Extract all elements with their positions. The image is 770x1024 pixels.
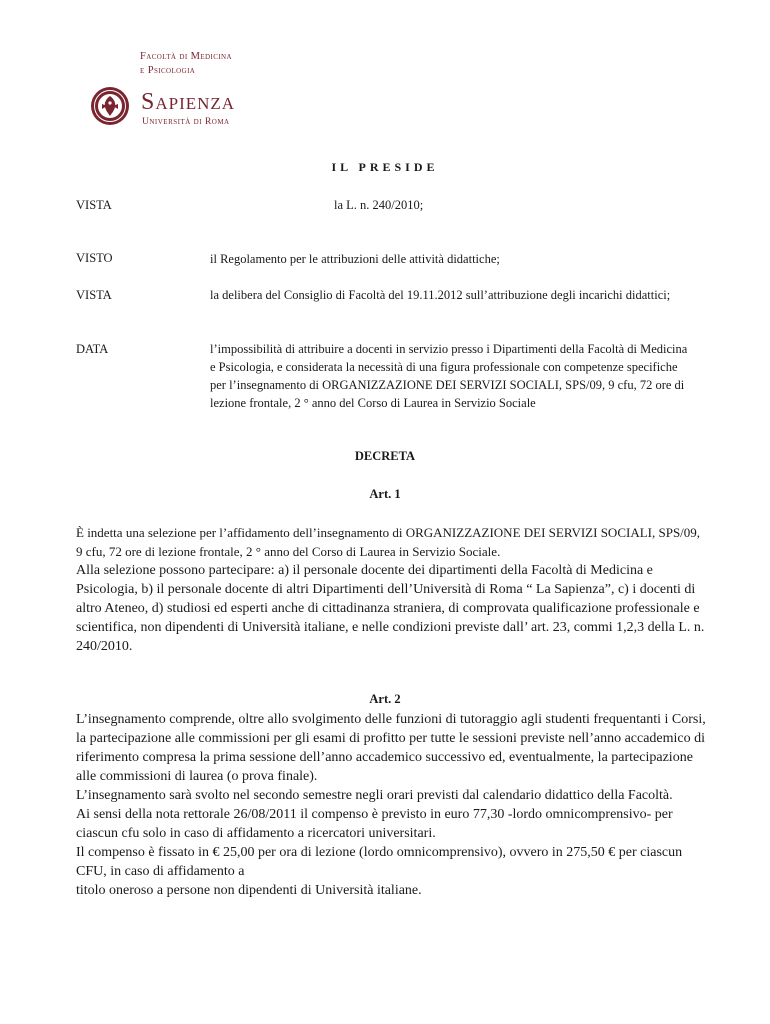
faculty-line-2: e Psicologia [140,65,196,76]
art2-body [76,710,706,900]
decreta-heading: DECRETA [354,449,416,463]
art2-paragraph-4b: titolo oneroso a persone non dipendenti di Università italiane. [76,883,422,898]
art1-paragraph-1: È indetta una selezione per l’affidamento dell’insegnamento di ORGANIZZAZIONE DEI SERVIZI SOCIALI, SPS/09, 9 cfu, 72 ore di lezione frontale, 2 ° anno del Corso di Laurea in Servizio Sociale. [76,525,701,559]
preamble-label-vista-1: VISTA [76,198,112,212]
art1-paragraph-2: Alla selezione possono partecipare: a) il personale docente dei dipartimenti della Facoltà di Medicina e Psicologia, b) il personale docente di altri Dipartimenti dell’Università di Roma “ La Sapienza”, c) i docenti di altro Ateneo, d) studiosi ed esperti anche di cittadinanza straniera, di comprovata qualificazione professionale e scientifica, non dipendenti di Università italiane, e nelle condizioni previste dall’ art. 23, commi 1,2,3 della L. n. 240/2010. [76,563,705,654]
preamble-text-regolamento: il Regolamento per le attribuzioni delle attività didattiche; [210,252,500,266]
art1-heading: Art. 1 [369,487,401,501]
preamble-label-visto: VISTO [76,251,113,265]
faculty-line-1: Facoltà di Medicina [140,51,232,62]
preamble-text-impossibilita: l’impossibilità di attribuire a docenti in servizio presso i Dipartimenti della Facoltà di Medicina e Psicologia, e considerata la necessità di una figura professionale con competenze specifiche per l’insegnamento di ORGANIZZAZIONE DEI SERVIZI SOCIALI, SPS/09, 9 cfu, 72 ore di lezione frontale, 2 ° anno del Corso di Laurea in Servizio Sociale [210,342,688,410]
university-seal-icon [90,86,130,126]
art1-body [76,524,706,656]
preamble-text-law: la L. n. 240/2010; [334,198,424,212]
art2-paragraph-4a: Il compenso è fissato in € 25,00 per ora di lezione (lordo omnicomprensivo), ovvero in 275,50 € per ciascun CFU, in caso di affidamento a [76,845,683,879]
university-subtitle: Università di Roma [142,117,230,127]
document-title: IL PRESIDE [331,160,439,174]
preamble-label-data: DATA [76,342,109,356]
preamble-text-delibera: la delibera del Consiglio di Facoltà del 19.11.2012 sull’attribuzione degli incarichi didattici; [210,288,671,302]
art2-paragraph-2: L’insegnamento sarà svolto nel secondo semestre negli orari previsti dal calendario didattico della Facoltà. [76,788,673,803]
faculty-name [140,50,232,78]
art2-heading: Art. 2 [369,692,401,706]
art2-paragraph-1: L’insegnamento comprende, oltre allo svolgimento delle funzioni di tutoraggio agli studenti frequentanti i Corsi, la partecipazione alle commissioni per gli esami di profitto per tutte le sessioni previste nell’anno accademico di riferimento compresa la prima sessione dell’anno accademico successivo ed, eventualmente, la partecipazione alle commissioni di laurea (o prova finale). [76,712,706,784]
preamble-label-vista-2: VISTA [76,288,112,302]
art2-paragraph-3: Ai sensi della nota rettorale 26/08/2011 il compenso è previsto in euro 77,30 -lordo omnicomprensivo- per ciascun cfu solo in caso di affidamento a ricercatori universitari. [76,807,673,841]
university-name: Sapienza [141,89,236,115]
